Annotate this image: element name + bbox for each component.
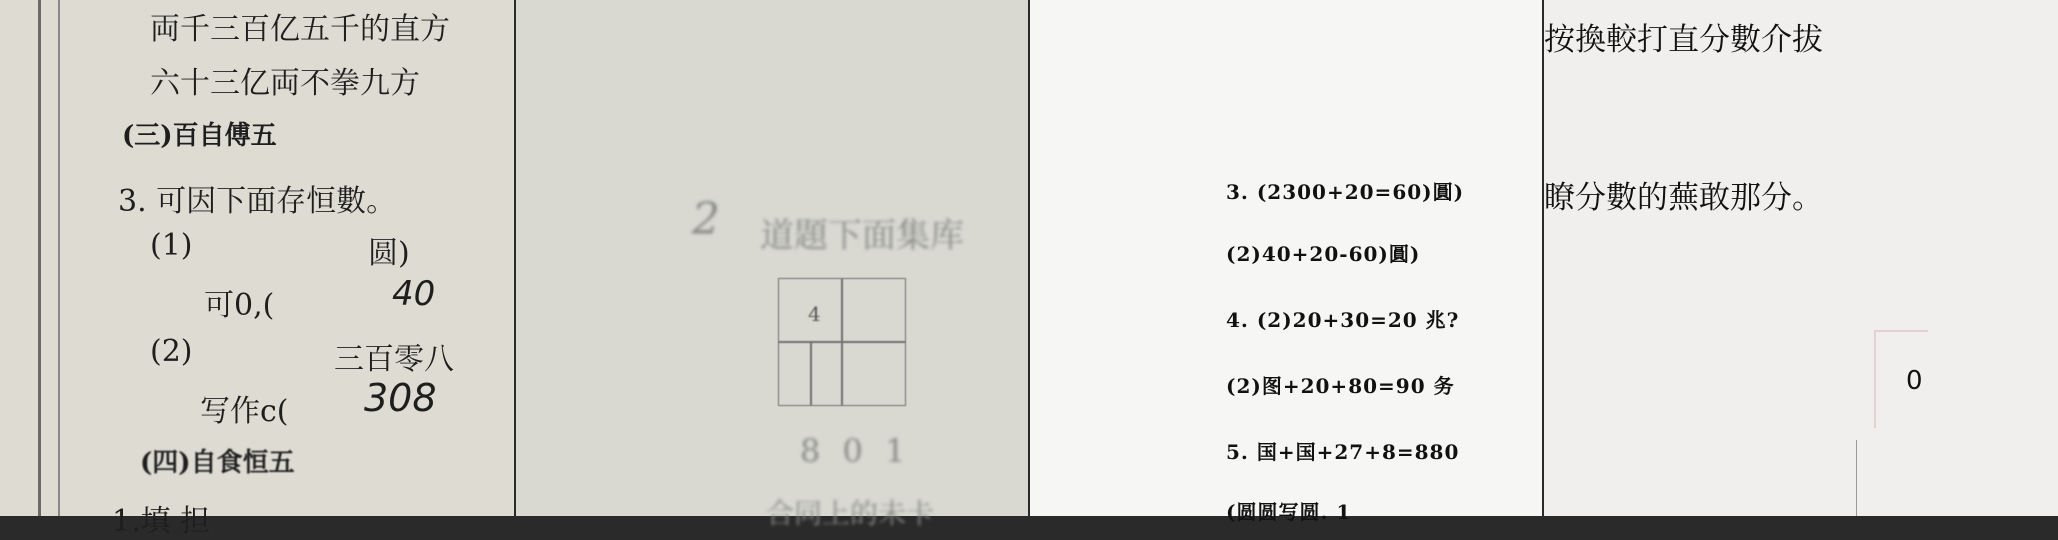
equation-line: (圆圆写圆. 1: [1226, 500, 1352, 524]
handwritten-answer: 308: [364, 376, 437, 420]
section-heading: (四)自食恒五: [140, 448, 295, 478]
place-value-grid: [778, 278, 906, 406]
equation-line: 5. 国+国+27+8=880: [1226, 440, 1460, 464]
digit-labels: 8 0 1: [800, 432, 912, 470]
photo-panel-1: [0, 0, 514, 539]
grid-digit: 4: [808, 302, 821, 326]
equation-line: (2)40+20-60)圓): [1226, 242, 1421, 266]
item-number: (2): [150, 334, 193, 369]
number-label: 0: [1906, 366, 1923, 396]
text-line: 可0,(: [204, 288, 275, 323]
text-line: 按換較打直分數介拔: [1544, 22, 1823, 58]
page-edge-line: [38, 0, 41, 516]
item-number: (1): [150, 228, 193, 263]
section-heading: (三)百自傅五: [122, 121, 277, 151]
page-edge-line-2: [58, 0, 60, 516]
text-line: 合同上的未卡: [766, 497, 935, 530]
divider-line: [1856, 440, 1857, 516]
text-line: 写作c(: [200, 394, 289, 429]
text-line: 1.填 担: [112, 504, 211, 539]
text-line: 両千三百亿五千的直方: [150, 12, 450, 47]
text-line: 圆): [368, 236, 410, 271]
equation-line: 3. (2300+20=60)圓): [1226, 180, 1465, 204]
text-line: 六十三亿両不拳九方: [150, 66, 420, 101]
photo-panel-3: [1030, 0, 1542, 524]
photo-panel-4: [1544, 0, 2058, 516]
question-number: 2: [692, 194, 720, 245]
question-text: 道題下面集库: [760, 216, 964, 256]
question-line: 3. 可因下面存恒數。: [118, 184, 397, 219]
equation-line: (2)图+20+80=90 务: [1226, 374, 1455, 398]
equation-line: 4. (2)20+30=20 兆?: [1226, 308, 1460, 332]
text-line: 瞭分數的蕪敢那分。: [1544, 180, 1823, 216]
text-line: 三百零八: [334, 342, 454, 377]
handwritten-answer: 40: [392, 274, 436, 314]
photo-panel-2: [516, 0, 1028, 530]
